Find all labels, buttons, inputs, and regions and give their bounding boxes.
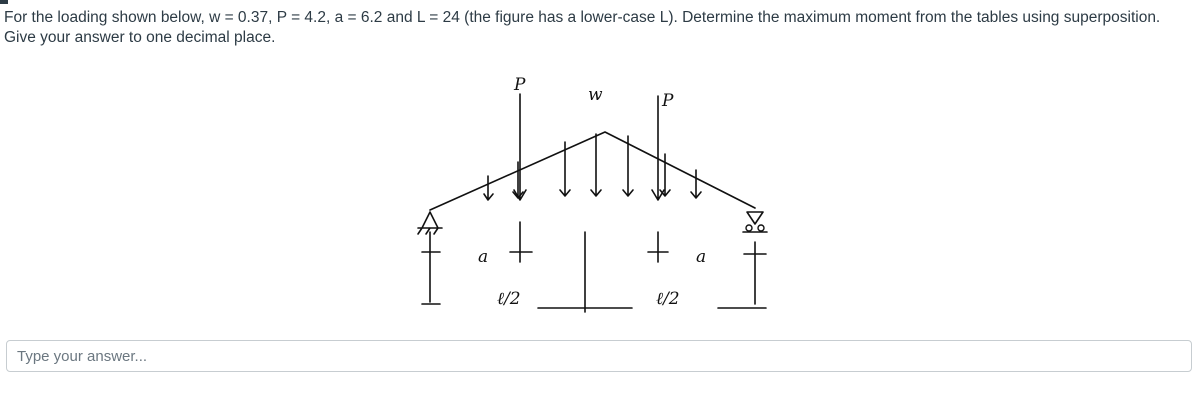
beam-loading-figure <box>400 72 800 332</box>
question-text: For the loading shown below, w = 0.37, P = 4.2, a = 6.2 and L = 24 (the figure has a lower-case L). Determine the maximum moment from the tables using superposition. Give your answer to one decimal place. <box>4 9 1161 46</box>
distributed-load-arrows <box>484 134 701 200</box>
point-load-left-arrow <box>514 94 526 200</box>
label-a-left: a <box>478 247 489 267</box>
dimension-line-a <box>422 222 766 304</box>
label-w: w <box>588 85 603 105</box>
label-half-span-right: ℓ/2 <box>656 289 680 309</box>
pin-support-left <box>418 212 442 234</box>
label-a-right: a <box>696 247 707 267</box>
roller-support-right <box>743 212 767 232</box>
label-p-right: P <box>662 91 674 111</box>
triangular-load-outline <box>430 132 755 210</box>
dimension-line-half-span <box>422 232 766 312</box>
label-half-span-left: ℓ/2 <box>497 289 521 309</box>
answer-input[interactable] <box>6 340 1192 372</box>
label-p-left: P <box>514 75 526 95</box>
point-load-right-arrow <box>652 96 664 200</box>
beam-diagram-svg <box>400 72 800 332</box>
top-marker <box>0 0 8 4</box>
